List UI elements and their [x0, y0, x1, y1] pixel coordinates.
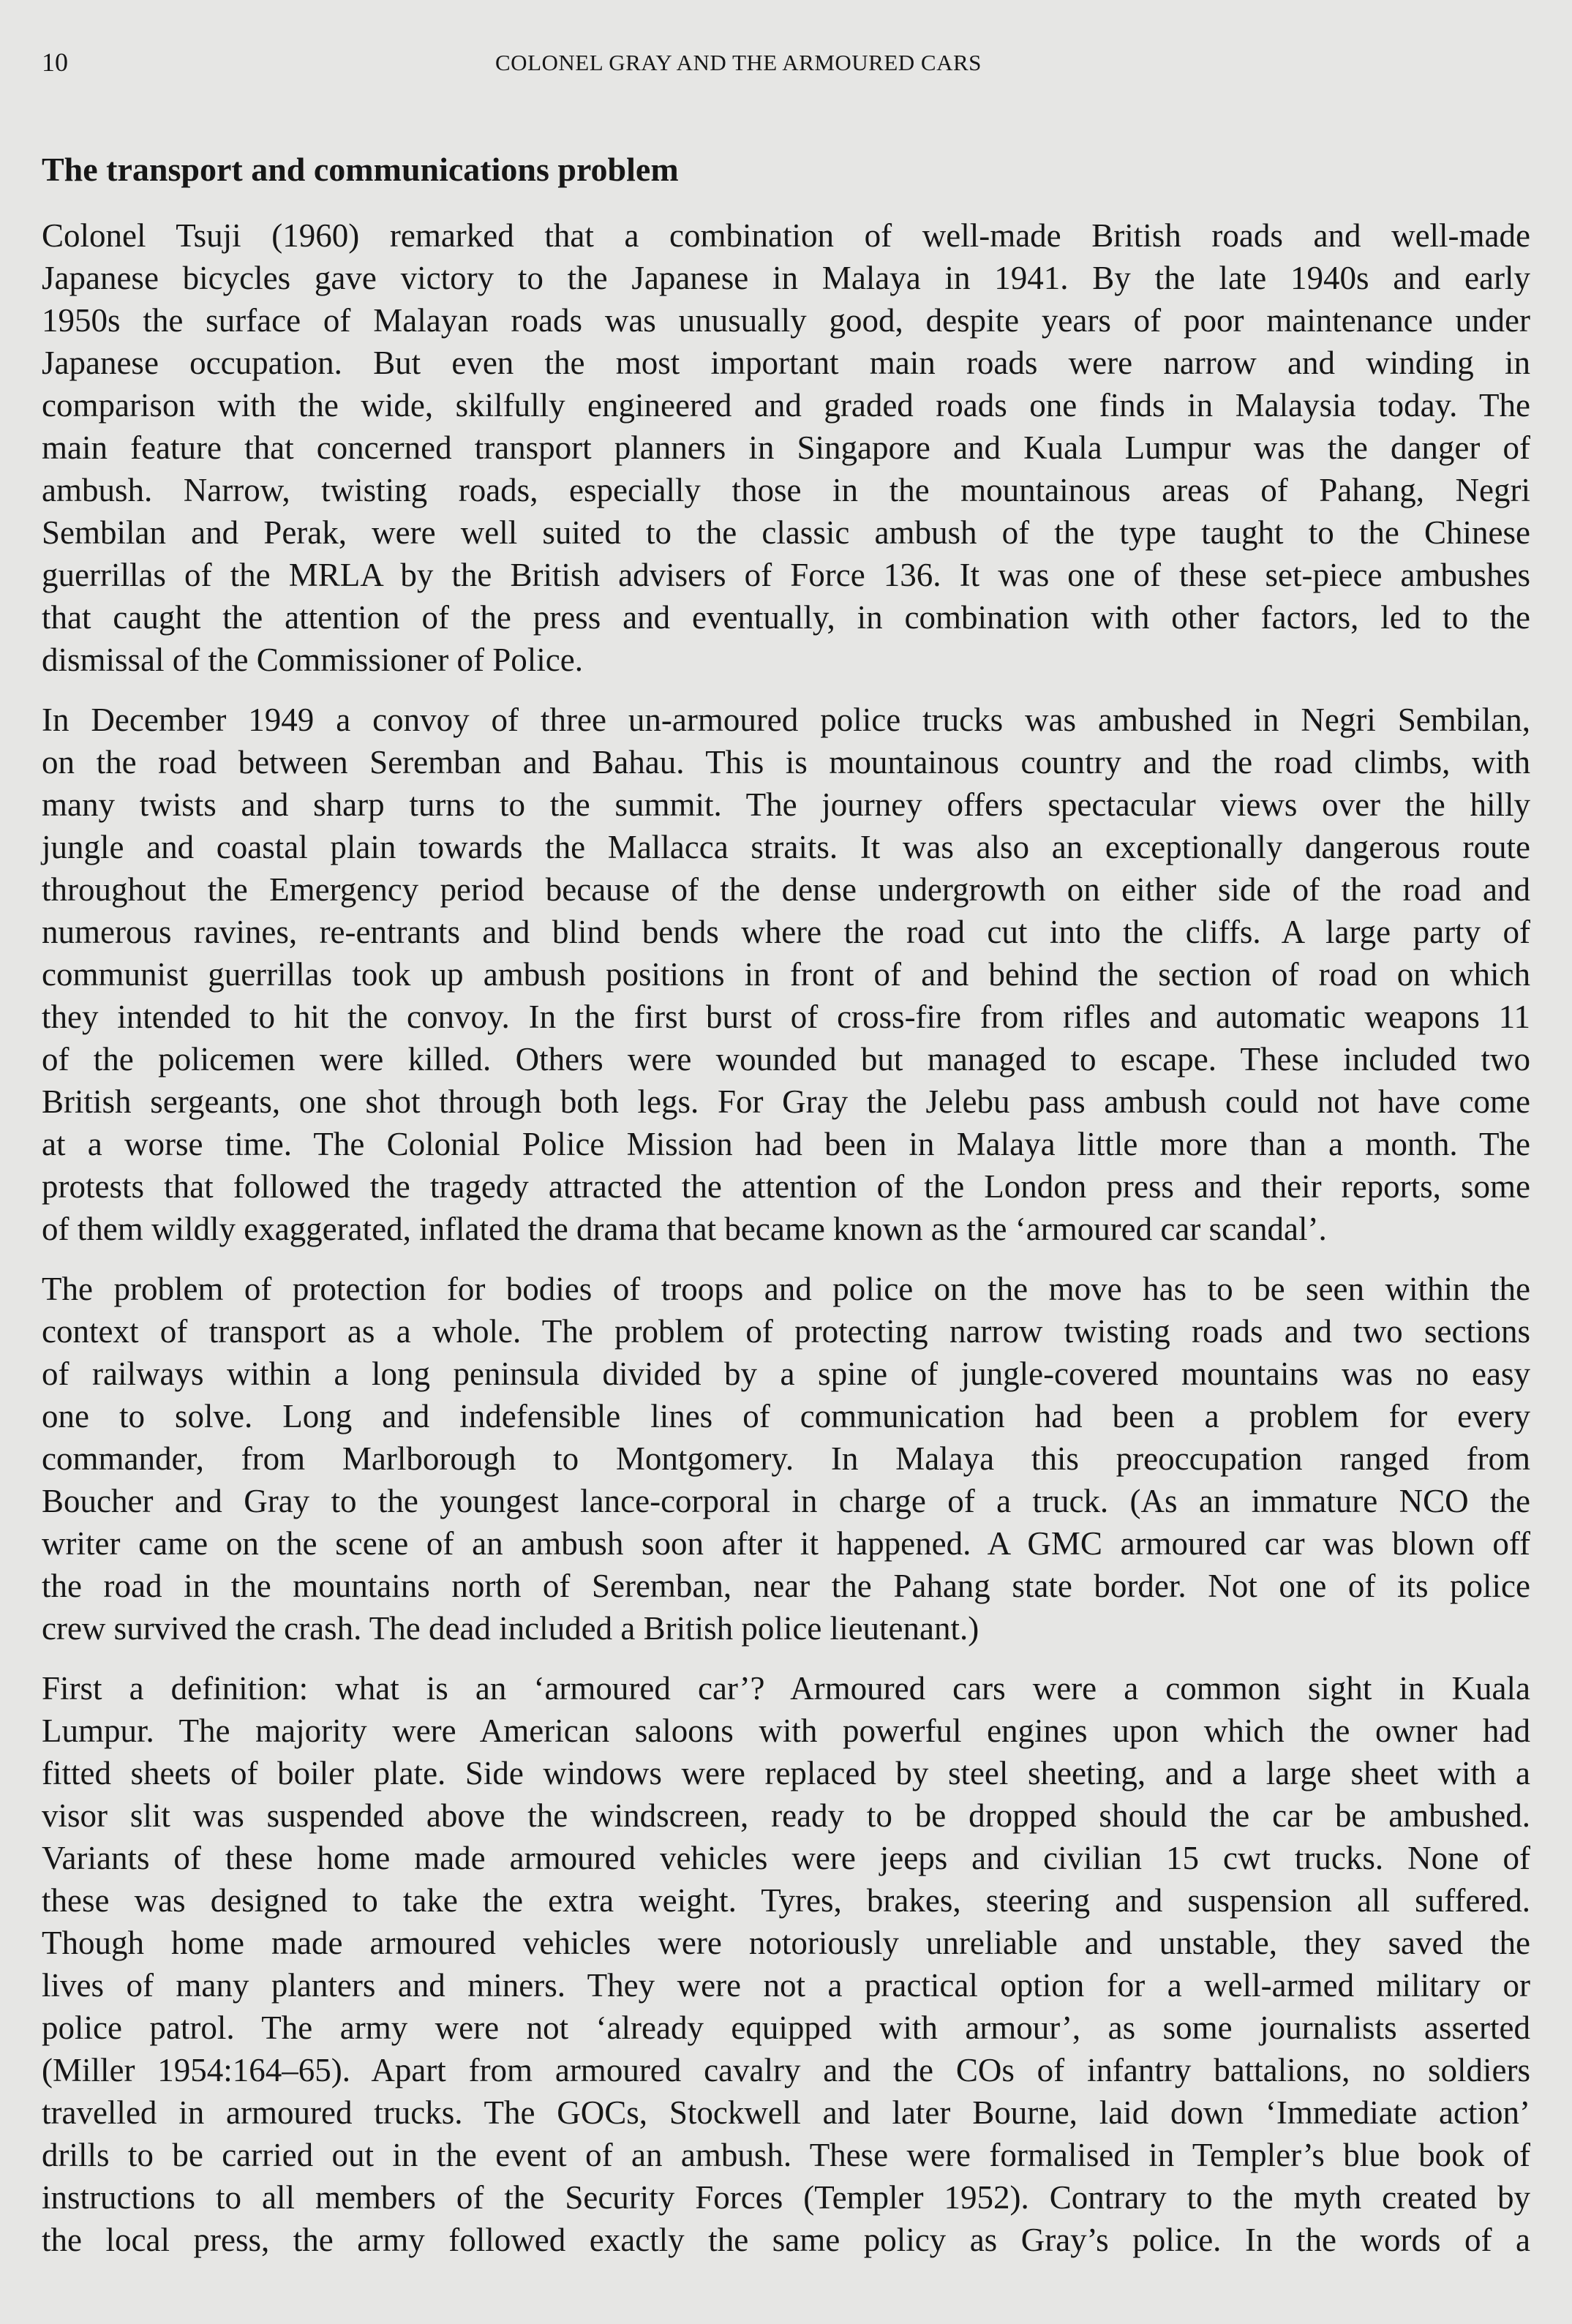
- text-line: First a definition: what is an ‘armoured car’? Armoured cars were a common sight in Kuala: [42, 1670, 1530, 1707]
- text-line: writer came on the scene of an ambush soon after it happened. A GMC armoured car was blown off: [42, 1525, 1530, 1562]
- paragraph: [42, 699, 1530, 1250]
- text-line: The problem of protection for bodies of troops and police on the move has to be seen within the: [42, 1271, 1530, 1307]
- text-line: dismissal of the Commissioner of Police.: [42, 642, 583, 678]
- text-line: 1950s the surface of Malayan roads was unusually good, despite years of poor maintenance under: [42, 302, 1530, 339]
- text-line: main feature that concerned transport planners in Singapore and Kuala Lumpur was the danger of: [42, 429, 1530, 466]
- running-title: COLONEL GRAY AND THE ARMOURED CARS: [495, 50, 982, 75]
- paragraph: [42, 1268, 1530, 1650]
- text-line: the road in the mountains north of Seremban, near the Pahang state border. Not one of its police: [42, 1568, 1530, 1604]
- text-line: many twists and sharp turns to the summit. The journey offers spectacular views over the hilly: [42, 786, 1530, 823]
- text-line: context of transport as a whole. The problem of protecting narrow twisting roads and two sections: [42, 1313, 1530, 1350]
- text-line: Sembilan and Perak, were well suited to the classic ambush of the type taught to the Chinese: [42, 514, 1530, 551]
- text-line: (Miller 1954:164–65). Apart from armoured cavalry and the COs of infantry battalions, no soldiers: [42, 2052, 1530, 2088]
- text-line: that caught the attention of the press and eventually, in combination with other factors, led to the: [42, 599, 1530, 636]
- text-line: communist guerrillas took up ambush positions in front of and behind the section of road on which: [42, 956, 1530, 993]
- text-line: commander, from Marlborough to Montgomery. In Malaya this preoccupation ranged from: [42, 1440, 1530, 1477]
- text-line: they intended to hit the convoy. In the first burst of cross-fire from rifles and automatic weapons 11: [42, 999, 1530, 1035]
- text-line: numerous ravines, re-entrants and blind bends where the road cut into the cliffs. A large party of: [42, 914, 1530, 950]
- text-line: visor slit was suspended above the windscreen, ready to be dropped should the car be ambushed.: [42, 1797, 1530, 1834]
- text-line: lives of many planters and miners. They were not a practical option for a well-armed military or: [42, 1967, 1530, 2004]
- text-line: protests that followed the tragedy attracted the attention of the London press and their reports, some: [42, 1168, 1530, 1205]
- text-line: one to solve. Long and indefensible lines of communication had been a problem for every: [42, 1398, 1530, 1434]
- text-line: comparison with the wide, skilfully engineered and graded roads one finds in Malaysia today. The: [42, 387, 1530, 424]
- text-line: Boucher and Gray to the youngest lance-corporal in charge of a truck. (As an immature NCO the: [42, 1483, 1530, 1519]
- text-line: of them wildly exaggerated, inflated the drama that became known as the ‘armoured car scandal’.: [42, 1211, 1327, 1247]
- text-line: guerrillas of the MRLA by the British advisers of Force 136. It was one of these set-piece ambushes: [42, 557, 1530, 593]
- section-heading: The transport and communications problem: [42, 151, 679, 188]
- text-line: crew survived the crash. The dead included a British police lieutenant.): [42, 1610, 979, 1647]
- text-line: jungle and coastal plain towards the Mallacca straits. It was also an exceptionally dangerous route: [42, 829, 1530, 865]
- running-head: [42, 47, 1530, 83]
- text-line: travelled in armoured trucks. The GOCs, Stockwell and later Bourne, laid down ‘Immediate action’: [42, 2094, 1530, 2131]
- text-line: Variants of these home made armoured vehicles were jeeps and civilian 15 cwt trucks. None of: [42, 1840, 1530, 1876]
- body-text: [42, 214, 1530, 2279]
- page-number: 10: [42, 48, 68, 77]
- text-line: Japanese bicycles gave victory to the Japanese in Malaya in 1941. By the late 1940s and early: [42, 260, 1530, 296]
- paragraph: [42, 214, 1530, 681]
- text-line: instructions to all members of the Security Forces (Templer 1952). Contrary to the myth created by: [42, 2179, 1530, 2216]
- text-line: at a worse time. The Colonial Police Mission had been in Malaya little more than a month. The: [42, 1126, 1530, 1162]
- text-line: police patrol. The army were not ‘already equipped with armour’, as some journalists asserted: [42, 2009, 1530, 2046]
- paragraph: [42, 1667, 1530, 2261]
- text-line: of the policemen were killed. Others were wounded but managed to escape. These included two: [42, 1041, 1530, 1078]
- text-line: throughout the Emergency period because of the dense undergrowth on either side of the road and: [42, 871, 1530, 908]
- text-line: Though home made armoured vehicles were notoriously unreliable and unstable, they saved the: [42, 1925, 1530, 1961]
- text-line: British sergeants, one shot through both legs. For Gray the Jelebu pass ambush could not have come: [42, 1083, 1530, 1120]
- text-line: ambush. Narrow, twisting roads, especially those in the mountainous areas of Pahang, Negri: [42, 472, 1530, 508]
- text-line: In December 1949 a convoy of three un-armoured police trucks was ambushed in Negri Sembilan,: [42, 702, 1530, 738]
- text-line: Lumpur. The majority were American saloons with powerful engines upon which the owner had: [42, 1712, 1530, 1749]
- text-line: the local press, the army followed exactly the same policy as Gray’s police. In the words of a: [42, 2222, 1530, 2258]
- text-line: on the road between Seremban and Bahau. This is mountainous country and the road climbs, with: [42, 744, 1530, 781]
- text-line: Japanese occupation. But even the most important main roads were narrow and winding in: [42, 345, 1530, 381]
- text-line: fitted sheets of boiler plate. Side windows were replaced by steel sheeting, and a large sheet with a: [42, 1755, 1530, 1791]
- text-line: Colonel Tsuji (1960) remarked that a combination of well-made British roads and well-made: [42, 217, 1530, 254]
- text-line: these was designed to take the extra weight. Tyres, brakes, steering and suspension all suffered.: [42, 1882, 1530, 1919]
- text-line: drills to be carried out in the event of an ambush. These were formalised in Templer’s blue book of: [42, 2137, 1530, 2173]
- text-line: of railways within a long peninsula divided by a spine of jungle-covered mountains was no easy: [42, 1355, 1530, 1392]
